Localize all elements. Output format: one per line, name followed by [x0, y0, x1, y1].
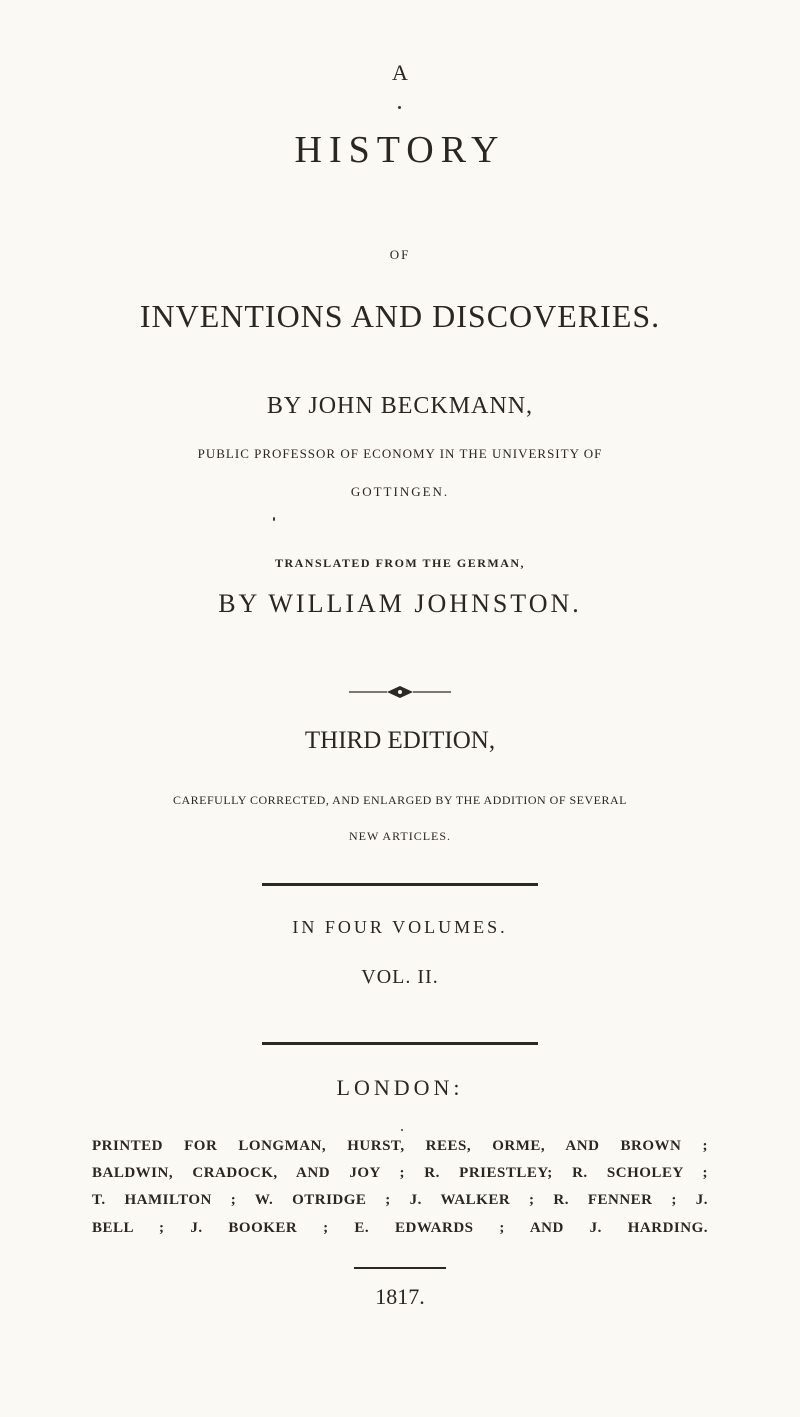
title-article: A [392, 60, 408, 85]
divider-rule [262, 883, 538, 886]
printers-ornament-icon [345, 685, 455, 699]
translator-line: BY WILLIAM JOHNSTON. [218, 589, 582, 618]
divider-rule [262, 1042, 538, 1045]
imprint-line: BELL ; J. BOOKER ; E. EDWARDS ; AND J. HARDING. [92, 1220, 708, 1236]
divider-rule [354, 1267, 446, 1269]
imprint-line: T. HAMILTON ; W. OTRIDGE ; J. WALKER ; R. FENNER ; J. [92, 1192, 708, 1208]
imprint-line: BALDWIN, CRADOCK, AND JOY ; R. PRIESTLEY; R. SCHOLEY ; [92, 1165, 708, 1181]
author-line: BY JOHN BECKMANN, [266, 393, 534, 419]
main-title: INVENTIONS AND DISCOVERIES. [139, 298, 661, 334]
corrected-line-1: CAREFULLY CORRECTED, AND ENLARGED BY THE ADDITION OF SEVERAL [172, 793, 628, 807]
title-of: OF [389, 247, 411, 262]
imprint-city: LONDON: [336, 1075, 464, 1100]
imprint-line: PRINTED FOR LONGMAN, HURST, REES, ORME, AND BROWN ; [92, 1138, 708, 1154]
place-line: GOTTINGEN. [350, 484, 450, 499]
professor-line: PUBLIC PROFESSOR OF ECONOMY IN THE UNIVERSITY OF [197, 446, 603, 461]
title-history: HISTORY [294, 129, 506, 171]
edition-line: THIRD EDITION, [304, 727, 496, 754]
imprint-year: 1817. [375, 1284, 425, 1309]
volume-number: VOL. II. [361, 966, 439, 988]
translated-line: TRANSLATED FROM THE GERMAN, [274, 556, 526, 570]
volumes-line: IN FOUR VOLUMES. [292, 917, 508, 937]
corrected-line-2: NEW ARTICLES. [348, 829, 452, 843]
